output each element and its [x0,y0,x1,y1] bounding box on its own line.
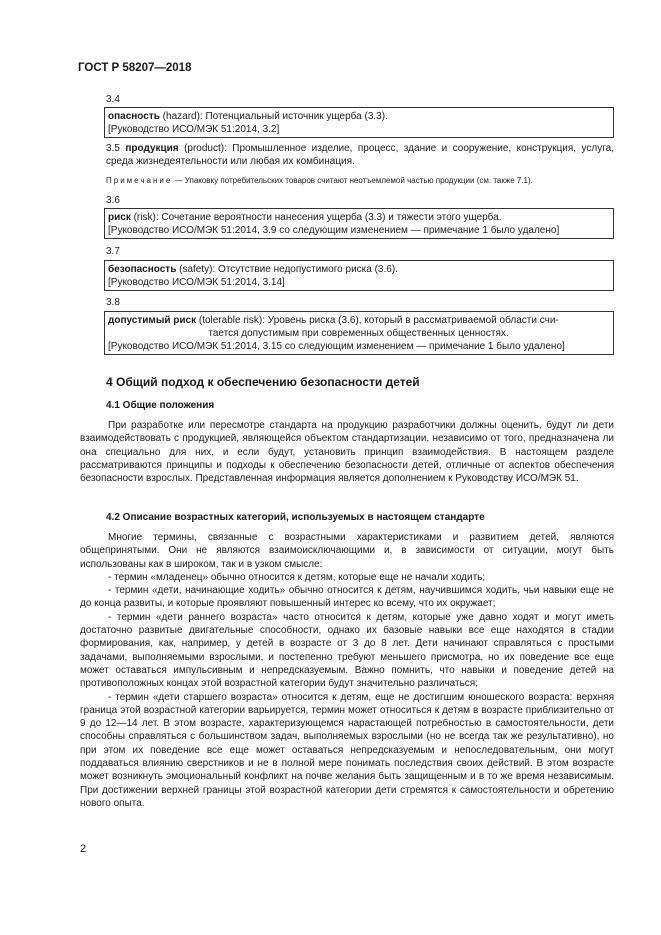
term-number: 3.5 [106,143,120,154]
term-definition: Потенциальный источник ущерба (3.3). [205,111,388,122]
list-item: - термин «младенец» обычно относится к детям, которые еще не начали ходить; [108,571,486,583]
term-english: (hazard): [159,111,206,122]
term-number: 3.7 [106,246,120,257]
note [106,176,533,185]
term-definition: Уровень риска (3.6), который в рассматриваемой области счи- [267,315,559,326]
list-item: - термин «дети старшего возраста» относится к детям, еще не достигшим юношеского возраста: верхняя граница этой возрастной категории варьируется, термин может относиться к детям в возрасте приблизительно от 9 до 12—14 лет. В этом возрасте, характеризующемся нарастающей потребностью в самостоятельности, дети способны справляться с большинством задач, выполняемых взрослыми (но не всегда так же результативно), но при этом их поведение все еще может оставаться непредсказуемым и непоследовательным, они могут поддаваться влиянию сверстников и не в полной мере понимать последствия своих действий. В этом возрасте может возникнуть эмоциональный конфликт на почве желания быть защищенным и в то же время независимым. При достижении верхней границы этой возрастной категории дети стремятся к самостоятельности и обретению нового опыта. [80,691,614,809]
paragraph [80,419,614,485]
term-name: безопасность [108,264,177,275]
term-definition-cont: тается допустимым при современных общественных ценностях. [208,328,509,339]
term-name: риск [108,212,131,223]
term-number: 3.4 [106,94,120,105]
page-number: 2 [80,843,87,855]
list-item: - термин «дети раннего возраста» часто относится к детям, которые уже давно ходят и могут иметь достаточно развитые двигательные способности, однако их базовые навыки все еще находятся в стадии формирования, как, например, у детей в возрасте от 3 до 8 лет. Дети начинают справляться с простыми задачами, выполняемыми взрослыми, и постепенно требуют меньшего присмотра, но их поведение все еще может оставаться импульсивным и непредсказуемым. Важно помнить, что навыки и поведение детей на противоположных концах этой возрастной категории будут значительно различаться; [80,611,614,690]
subsection-heading: 4.2 Описание возрастных категорий, используемых в настоящем стандарте [106,512,485,523]
term-name: продукция [125,143,179,154]
subsection-heading: 4.1 Общие положения [106,400,215,411]
term-box-hazard [104,107,614,138]
term-box-risk [104,208,614,239]
note-label: Примечание [106,176,173,185]
term-box-safety [104,260,614,291]
term-english: (safety): [176,264,219,275]
term-number: 3.6 [106,195,120,206]
term-reference: [Руководство ИСО/МЭК 51:2014, 3.2] [108,124,280,135]
term-name: опасность [108,111,160,122]
section-heading: 4 Общий подход к обеспечению безопасности детей [106,375,420,389]
term-reference: [Руководство ИСО/МЭК 51:2014, 3.14] [108,277,285,288]
term-number: 3.8 [106,297,120,308]
note-text: — Упаковку потребительских товаров считают неотъемлемой частью продукции (см. также 7.1). [172,176,533,185]
paragraph-text: При разработке или пересмотре стандарта на продукцию разработчики должны оценить, будут ли дети взаимодействовать с продукцией, являющейся объектом стандартизации, независимо от того, предназначена ли она специально для них, и если будут, установить принцип взаимодействия. В настоящем разделе рассматриваются принципы и подходы к обеспечению безопасности детей, отличные от аспектов обеспечения безопасности взрослых. Представленная информация является дополнением к Руководству ИСО/МЭК 51. [80,420,614,485]
term-definition: Промышленное изделие, процесс, здание и сооружение, конструкция, услуга, среда жизнедеятельности или любая их комбинация. [106,143,614,167]
term-english: (risk): [130,212,162,223]
list-item: - термин «дети, начинающие ходить» обычно относится к детям, научившимся ходить, чьи навыки еще не до конца развиты, и которые проявляют повышенный интерес ко всему, что их окружает; [80,585,614,610]
document-code: ГОСТ Р 58207—2018 [78,62,192,74]
term-definition: Отсутствие недопустимого риска (3.6). [218,264,398,275]
term-reference: [Руководство ИСО/МЭК 51:2014, 3.9 со следующим изменением — примечание 1 было удалено] [108,225,560,236]
term-definition: Сочетание вероятности нанесения ущерба (3.3) и тяжести этого ущерба. [161,212,502,223]
paragraph-text: Многие термины, связанные с возрастными характеристиками и развитием детей, являются общепринятыми. Они не являются взаимоисключающими и, в зависимости от ситуации, могут быть использованы как в широком, так и в узком смысле: [80,532,614,570]
term-reference: [Руководство ИСО/МЭК 51:2014, 3.15 со следующим изменением — примечание 1 было удалено] [108,341,565,352]
term-english: (tolerable risk): [196,315,268,326]
term-name: допустимый риск [108,315,197,326]
paragraph [80,531,614,810]
term-english: (product): [178,143,233,154]
term-box-tolerable-risk [104,311,614,355]
term-product [106,142,614,168]
